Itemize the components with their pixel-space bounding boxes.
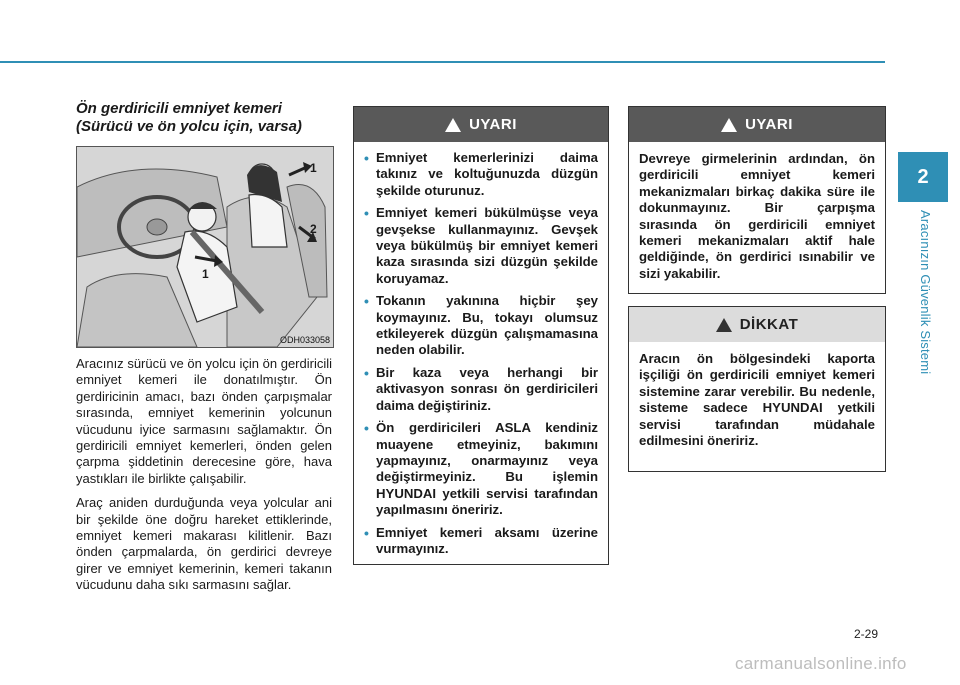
warning-item: • Ön gerdiricileri ASLA kendiniz muayene etmeyiniz, bakımını yapmayınız, onarmayınız veya değiştirmeyiniz. Bu işlemin HYUNDAI yetkili servisi tarafından yapılmasını öneririz. [364, 420, 598, 518]
warning-item: • Emniyet kemeri aksamı üzerine vurmayınız. [364, 524, 598, 556]
figure-code: ODH033058 [279, 335, 330, 345]
callout-1-top: 1 [310, 161, 317, 175]
callout-2: 2 [310, 222, 317, 236]
warning-item: • Tokanın yakınına hiçbir şey koymayınız. Bu, tokayı olumsuz etkileyerek düzgün çalışmamasına neden olabilir. [364, 293, 598, 358]
section-column [76, 100, 332, 594]
warning-triangle-icon [445, 118, 461, 132]
warning-item: • Emniyet kemeri bükülmüşse veya gevşekse kullanmayınız. Gevşek veya bükülmüş bir emniyet kemeri kaza sırasında sizi düzgün şekilde koruyamaz. [364, 205, 598, 286]
bullet-icon: • [364, 293, 369, 310]
bullet-icon: • [364, 420, 369, 437]
warning-triangle-icon [721, 118, 737, 132]
bullet-icon: • [364, 150, 369, 166]
caution-header [629, 307, 885, 342]
header-rule [0, 61, 885, 63]
warning-list [354, 142, 608, 571]
body-paragraph-1: Aracınız sürücü ve ön yolcu için ön gerdiricili emniyet kemeri ile donatılmıştır. Ön gerdiricinin amacı, bazı önden çarpışmalar sırasında, emniyet kemerinin yolcunun vücudunu iyice sarmasını sağlamaktır. Ön gerdiricili emniyet kemerleri, önden gelen çarpma şiddetinin derecesine göre, hava yastıkları ile birlikte çalışabilir. [76, 356, 332, 486]
chapter-tab: 2 [898, 152, 948, 202]
warning-heading-2: UYARI [745, 116, 793, 133]
caution-text: Aracın ön bölgesindeki kaporta işçiliği ön gerdiricili emniyet kemeri sistemine zarar verebilir. Bu nedenle, sisteme sadece HYUNDAI yetkili servisi tarafından müdahale edilmesini öneririz. [639, 351, 875, 449]
warning-box-1 [353, 106, 609, 565]
callout-1-bottom: 1 [202, 267, 209, 281]
body-paragraph-2: Araç aniden durduğunda veya yolcular ani bir şekilde öne doğru hareket ettiklerinde, emniyet kemeri makarası kilitlenir. Bazı önden çarpmalarda, ön gerdirici devreye girer ve emniyet kemerinin, kemeri takanın vücudunu daha sıkı sarmasını sağlar. [76, 495, 332, 593]
warning-text-2: Devreye girmelerinin ardından, ön gerdiricili emniyet kemeri mekanizmaları birkaç dakika süre ile dokunmayınız. Bir çarpışma sırasında ön gerdiricili emniyet kemeri mekanizmaları aktif hale geldiğinde, ön gerdirici ısınabilir ve sizi yakabilir. [639, 151, 875, 281]
page-number: 2-29 [854, 627, 879, 641]
warning-header-1 [354, 107, 608, 142]
warning-item: • Bir kaza veya herhangi bir aktivasyon sonrası ön gerdiricileri daima değiştiriniz. [364, 364, 598, 413]
car-interior-drawing [77, 147, 333, 347]
warning-header-2 [629, 107, 885, 142]
seatbelt-illustration [76, 146, 334, 348]
caution-box [628, 306, 886, 472]
chapter-title: Aracınızın Güvenlik Sistemi [918, 210, 933, 375]
bullet-icon: • [364, 364, 369, 381]
warning-box-2 [628, 106, 886, 294]
caution-triangle-icon [716, 318, 732, 332]
section-title: Ön gerdiricili emniyet kemeri (Sürücü ve ön yolcu için, varsa) [76, 100, 302, 135]
warning-heading-1: UYARI [469, 116, 517, 133]
watermark: carmanualsonline.info [735, 654, 907, 673]
caution-heading: DİKKAT [739, 316, 799, 333]
warning-item: • Emniyet kemerlerinizi daima takınız ve koltuğunuzda düzgün şekilde oturunuz. [364, 150, 598, 198]
bullet-icon: • [364, 205, 369, 222]
bullet-icon: • [364, 524, 369, 541]
